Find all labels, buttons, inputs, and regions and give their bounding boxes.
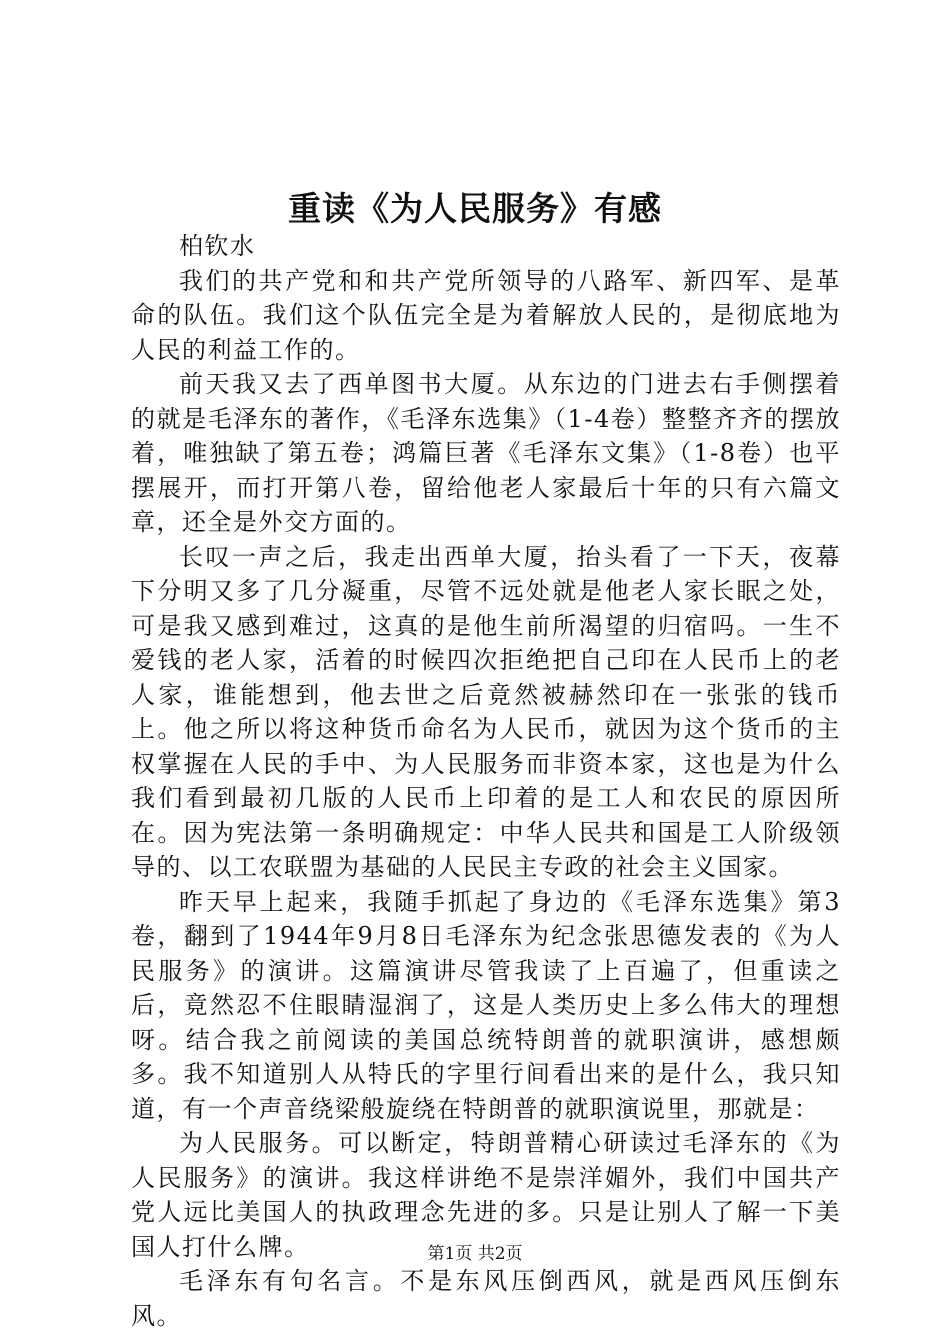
paragraph: 为人民服务。可以断定，特朗普精心研读过毛泽东的《为人民服务》的演讲。我这样讲绝不是崇洋媚外，我们中国共产党人远比美国人的执政理念先进的多。只是让别人了解一下美国人打什么牌。 xyxy=(131,1129,841,1261)
document-title: 重读《为人民服务》有感 xyxy=(288,189,662,228)
paragraph: 长叹一声之后，我走出西单大厦，抬头看了一下天，夜幕下分明又多了几分凝重，尽管不远处就是他老人家长眠之处，可是我又感到难过，这真的是他生前所渴望的归宿吗。一生不爱钱的老人家，活着的时候四次拒绝把自己印在人民币上的老人家，谁能想到，他去世之后竟然被赫然印在一张张的钱币上。他之所以将这种货币命名为人民币，就因为这个货币的主权掌握在人民的手中、为人民服务而非资本家，这也是为什么我们看到最初几版的人民币上印着的是工人和农民的原因所在。因为宪法第一条明确规定：中华人民共和国是工人阶级领导的、以工农联盟为基础的人民民主专政的社会主义国家。 xyxy=(131,542,841,881)
paragraph: 我们的共产党和和共产党所领导的八路军、新四军、是革命的队伍。我们这个队伍完全是为着解放人民的，是彻底地为人民的利益工作的。 xyxy=(131,266,841,364)
document-body xyxy=(131,229,841,1333)
paragraph: 昨天早上起来，我随手抓起了身边的《毛泽东选集》第3卷，翻到了1944年9月8日毛泽东为纪念张思德发表的《为人民服务》的演讲。这篇演讲尽管我读了上百遍了，但重读之后，竟然忍不住眼睛湿润了，这是人类历史上多么伟大的理想呀。结合我之前阅读的美国总统特朗普的就职演讲，感想颇多。我不知道别人从特氏的字里行间看出来的是什么，我只知道，有一个声音绕梁般旋绕在特朗普的就职演说里，那就是： xyxy=(131,887,841,1123)
paragraph: 前天我又去了西单图书大厦。从东边的门进去右手侧摆着的就是毛泽东的著作，《毛泽东选集》（1-4卷）整整齐齐的摆放着，唯独缺了第五卷；鸿篇巨著《毛泽东文集》（1-8卷）也平摆展开，而打开第八卷，留给他老人家最后十年的只有六篇文章，还全是外交方面的。 xyxy=(131,370,841,536)
paragraph: 毛泽东有句名言。不是东风压倒西风，就是西风压倒东风。 xyxy=(131,1267,841,1330)
page-footer: 第1页 共2页 xyxy=(427,1244,523,1264)
author-name: 柏钦水 xyxy=(179,232,256,260)
